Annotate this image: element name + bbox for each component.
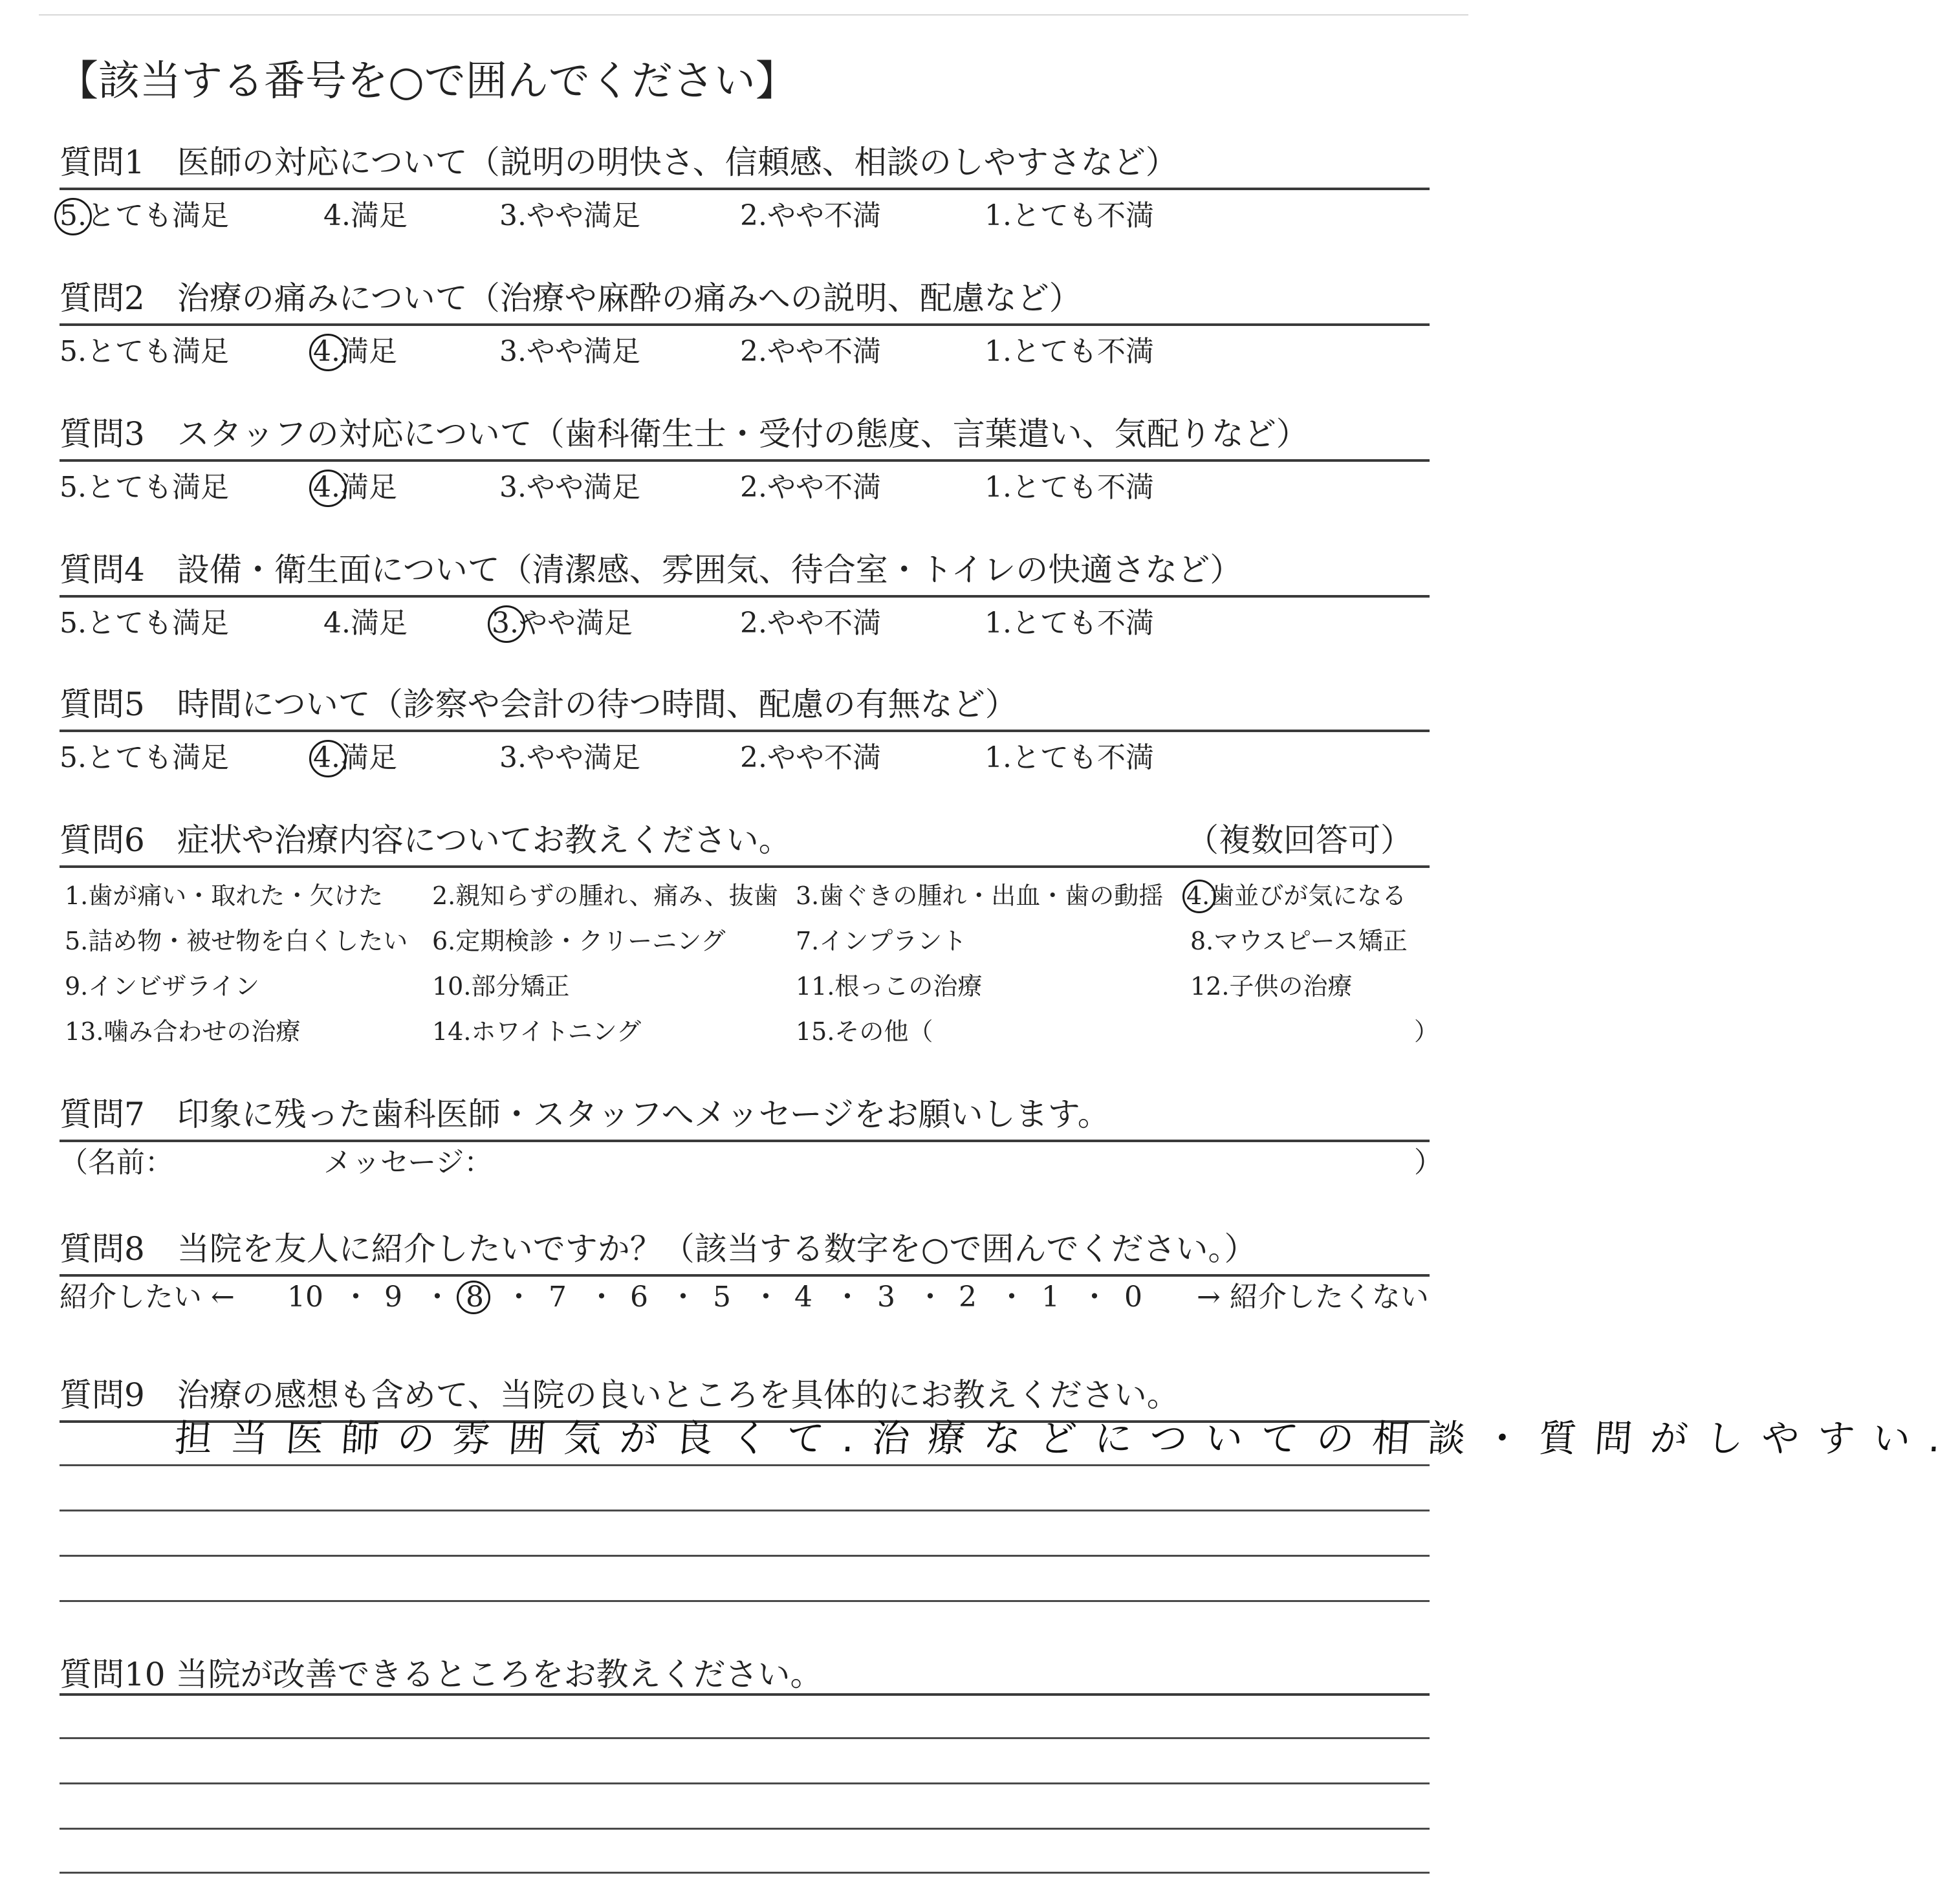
q8-rule xyxy=(60,1274,1430,1277)
q9-handwritten-answer[interactable]: 担当医師の雰囲気が良くて.治療などについての相談・質問がしやすい. xyxy=(173,1416,1960,1460)
q3-option-5[interactable]: 5.とても満足 xyxy=(60,471,229,504)
q6-option-7[interactable]: 7.インプラント xyxy=(796,927,967,955)
q8-separator: ・ xyxy=(997,1281,1026,1314)
q5-option-4[interactable]: 4.満足 xyxy=(313,741,397,774)
q8-separator: ・ xyxy=(752,1281,780,1314)
q2-selected-circle xyxy=(309,334,347,371)
q5-selected-circle xyxy=(309,740,347,777)
q2-option-5[interactable]: 5.とても満足 xyxy=(60,335,229,368)
q2-option-4[interactable]: 4.満足 xyxy=(313,335,397,368)
q6-title: 質問6 症状や治療内容についてお教えください。 xyxy=(60,821,791,859)
q8-selected-circle xyxy=(457,1281,490,1314)
q8-value-8[interactable]: 8 xyxy=(466,1281,484,1314)
q5-option-2[interactable]: 2.やや不満 xyxy=(740,741,881,774)
q6-option-9[interactable]: 9.インビザライン xyxy=(65,972,260,1001)
q3-rule xyxy=(60,459,1430,462)
q1-option-3[interactable]: 3.やや満足 xyxy=(499,199,640,232)
q1-title: 質問1 医師の対応について（説明の明快さ、信頼感、相談のしやすさなど） xyxy=(60,144,1178,181)
q2-rule xyxy=(60,323,1430,326)
q7-title: 質問7 印象に残った歯科医師・スタッフへメッセージをお願いします。 xyxy=(60,1096,1110,1133)
q6-rule xyxy=(60,865,1430,868)
q5-rule xyxy=(60,730,1430,732)
q1-selected-circle xyxy=(54,198,92,235)
q3-option-2[interactable]: 2.やや不満 xyxy=(740,471,881,504)
q6-option-11[interactable]: 11.根っこの治療 xyxy=(796,972,983,1001)
q5-option-1[interactable]: 1.とても不満 xyxy=(985,741,1154,774)
q1-rule xyxy=(60,188,1430,190)
q5-title: 質問5 時間について（診察や会計の待つ時間、配慮の有無など） xyxy=(60,686,1018,723)
q6-option-15[interactable]: 15.その他（ xyxy=(796,1017,933,1046)
q3-option-4[interactable]: 4.満足 xyxy=(313,471,397,504)
q5-option-5[interactable]: 5.とても満足 xyxy=(60,741,229,774)
q3-option-1[interactable]: 1.とても不満 xyxy=(985,471,1154,504)
q8-value-3[interactable]: 3 xyxy=(877,1281,895,1314)
q10-answer-line-4 xyxy=(60,1872,1430,1874)
q8-left-label: 紹介したい ← xyxy=(60,1281,235,1314)
page-title: 【該当する番号を○で囲んでください】 xyxy=(57,58,797,105)
q9-answer-line-4 xyxy=(60,1600,1430,1602)
q8-value-1[interactable]: 1 xyxy=(1041,1281,1060,1314)
q6-option-15-close: ） xyxy=(1414,1017,1439,1046)
q2-option-3[interactable]: 3.やや満足 xyxy=(499,335,640,368)
q8-value-2[interactable]: 2 xyxy=(959,1281,977,1314)
q6-option-4[interactable]: 4.歯並びが気になる xyxy=(1186,882,1407,910)
q6-option-8[interactable]: 8.マウスピース矯正 xyxy=(1190,927,1408,955)
q1-option-4[interactable]: 4.満足 xyxy=(323,199,408,232)
q8-value-4[interactable]: 4 xyxy=(794,1281,812,1314)
q8-value-10[interactable]: 10 xyxy=(287,1281,323,1314)
q8-value-7[interactable]: 7 xyxy=(549,1281,567,1314)
q8-separator: ・ xyxy=(423,1281,452,1314)
q3-title: 質問3 スタッフの対応について（歯科衛生士・受付の態度、言葉遣い、気配りなど） xyxy=(60,415,1309,453)
q8-separator: ・ xyxy=(833,1281,862,1314)
q4-rule xyxy=(60,595,1430,598)
q4-option-4[interactable]: 4.満足 xyxy=(323,607,408,640)
q1-option-2[interactable]: 2.やや不満 xyxy=(740,199,881,232)
q9-answer-line-2 xyxy=(60,1510,1430,1511)
q2-option-2[interactable]: 2.やや不満 xyxy=(740,335,881,368)
q8-separator: ・ xyxy=(669,1281,697,1314)
q8-scale xyxy=(60,1279,1430,1318)
q6-selected-circle xyxy=(1182,880,1216,913)
q8-value-5[interactable]: 5 xyxy=(713,1281,731,1314)
q9-title: 質問9 治療の感想も含めて、当院の良いところを具体的にお教えください。 xyxy=(60,1376,1179,1414)
top-border xyxy=(39,14,1468,16)
q6-option-3[interactable]: 3.歯ぐきの腫れ・出血・歯の動揺 xyxy=(796,882,1164,910)
q8-separator: ・ xyxy=(916,1281,944,1314)
q8-separator: ・ xyxy=(1080,1281,1109,1314)
q6-option-14[interactable]: 14.ホワイトニング xyxy=(432,1017,642,1046)
q4-title: 質問4 設備・衛生面について（清潔感、雰囲気、待合室・トイレの快適さなど） xyxy=(60,551,1243,589)
q6-multiple-note: （複数回答可） xyxy=(1186,821,1413,859)
q9-answer-line-3 xyxy=(60,1555,1430,1557)
q3-option-3[interactable]: 3.やや満足 xyxy=(499,471,640,504)
q10-title: 質問10 当院が改善できるところをお教えください。 xyxy=(60,1656,823,1693)
q6-option-1[interactable]: 1.歯が痛い・取れた・欠けた xyxy=(65,882,384,910)
q8-value-6[interactable]: 6 xyxy=(630,1281,648,1314)
q5-option-3[interactable]: 3.やや満足 xyxy=(499,741,640,774)
q4-option-5[interactable]: 5.とても満足 xyxy=(60,607,229,640)
q2-option-1[interactable]: 1.とても不満 xyxy=(985,335,1154,368)
q10-answer-line-3 xyxy=(60,1828,1430,1830)
q10-answer-line-2 xyxy=(60,1782,1430,1784)
q4-option-2[interactable]: 2.やや不満 xyxy=(740,607,881,640)
q2-title: 質問2 治療の痛みについて（治療や麻酔の痛みへの説明、配慮など） xyxy=(60,279,1082,317)
q4-option-1[interactable]: 1.とても不満 xyxy=(985,607,1154,640)
q6-option-2[interactable]: 2.親知らずの腫れ、痛み、抜歯 xyxy=(432,882,778,910)
q6-option-5[interactable]: 5.詰め物・被せ物を白くしたい xyxy=(65,927,408,955)
q7-rule xyxy=(60,1140,1430,1142)
q8-right-label: → 紹介したくない xyxy=(1197,1281,1429,1314)
q3-selected-circle xyxy=(309,470,347,507)
q6-option-6[interactable]: 6.定期検診・クリーニング xyxy=(432,927,726,955)
q4-option-3[interactable]: 3.やや満足 xyxy=(492,607,633,640)
q1-option-5[interactable]: 5.とても満足 xyxy=(60,199,229,232)
q6-option-13[interactable]: 13.噛み合わせの治療 xyxy=(65,1017,301,1046)
q8-separator: ・ xyxy=(587,1281,616,1314)
q7-close-paren: ） xyxy=(1414,1146,1443,1179)
q7-message-label: メッセージ： xyxy=(323,1146,493,1179)
q8-value-9[interactable]: 9 xyxy=(384,1281,402,1314)
q6-option-12[interactable]: 12.子供の治療 xyxy=(1190,972,1353,1001)
q9-answer-line-1 xyxy=(60,1464,1430,1466)
q1-option-1[interactable]: 1.とても不満 xyxy=(985,199,1154,232)
q7-name-label: （名前： xyxy=(60,1146,173,1179)
q4-selected-circle xyxy=(488,605,525,643)
q8-title: 質問8 当院を友人に紹介したいですか？（該当する数字を○で囲んでください。） xyxy=(60,1230,1257,1268)
q10-answer-line-1 xyxy=(60,1737,1430,1739)
q8-value-0[interactable]: 0 xyxy=(1124,1281,1142,1314)
q8-separator: ・ xyxy=(505,1281,533,1314)
q8-separator: ・ xyxy=(342,1281,370,1314)
q10-rule xyxy=(60,1693,1430,1696)
q6-option-10[interactable]: 10.部分矯正 xyxy=(432,972,570,1001)
